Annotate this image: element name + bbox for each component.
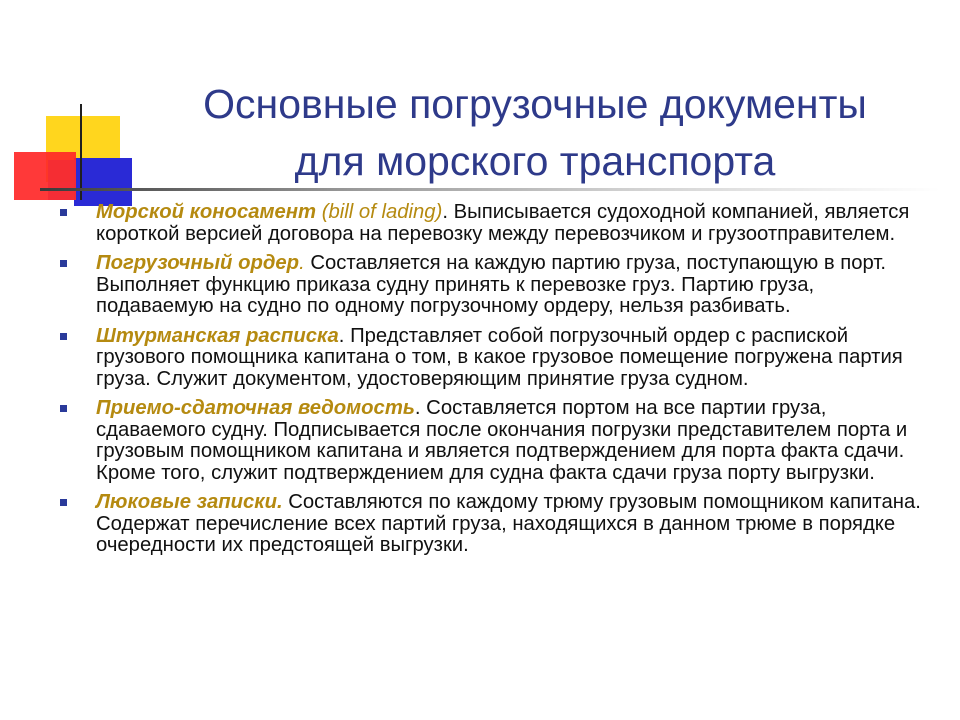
decor-blue-square [74, 158, 132, 206]
term-note: (bill of lading) [321, 201, 443, 223]
list-item-bill-of-lading [60, 202, 930, 245]
item-text: Составляются по каждому трюму грузовым помощником капитана. Содержат перечисление всех партий груза, находящихся в данном трюме в порядке очередности их предстоящей выгрузки. [96, 491, 921, 556]
item-text: Составляется портом на все партии груза, сдаваемого судну. Подписывается после окончания погрузки представителем порта и грузовым помощником капитана и является подтверждением для порта факта сдачи. Кроме того, служит подтверждением для судна факта сдачи груза порту выгрузки. [96, 397, 908, 484]
term-separator: . [338, 324, 345, 347]
term-separator: . [299, 252, 305, 274]
bullet-list [60, 202, 930, 565]
term: Морской коносамент [96, 201, 317, 223]
decor-vertical-line [80, 104, 82, 200]
square-bullet-icon [60, 260, 67, 267]
slide-title [140, 76, 930, 190]
list-item-mates-receipt [60, 326, 930, 391]
list-item-hatch-notes [60, 492, 930, 557]
term: Штурманская расписка [96, 324, 339, 347]
square-bullet-icon [60, 499, 67, 506]
decor-red-square [14, 152, 76, 200]
item-text: Выписывается судоходной компанией, является короткой версией договора на перевозку между перевозчиком и грузоотправителем. [96, 201, 910, 245]
item-text: Составляется на каждую партию груза, поступающую в порт. Выполняет функцию приказа судну принять к перевозке груз. Партию груза, подаваемую на судно по одному погрузочному ордеру, нельзя разбивать. [96, 252, 887, 317]
term: Приемо-сдаточная ведомость [96, 397, 415, 419]
list-item-tally-sheet [60, 398, 930, 484]
term-separator: . [414, 397, 421, 419]
title-line-1: Основные погрузочные документы [203, 81, 867, 127]
square-bullet-icon [60, 333, 67, 340]
square-bullet-icon [60, 209, 67, 216]
term: Погрузочный ордер [96, 252, 300, 274]
square-bullet-icon [60, 405, 67, 412]
term: Люковые записки. [96, 491, 283, 513]
item-text: Представляет собой погрузочный ордер с распиской грузового помощника капитана о том, в какое грузовое помещение погружена партия груза. Служит документом, удостоверяющим принятие груза судном. [96, 324, 903, 390]
list-item-loading-order [60, 253, 930, 318]
term-separator: . [442, 201, 448, 223]
title-line-2: для морского транспорта [294, 138, 776, 184]
